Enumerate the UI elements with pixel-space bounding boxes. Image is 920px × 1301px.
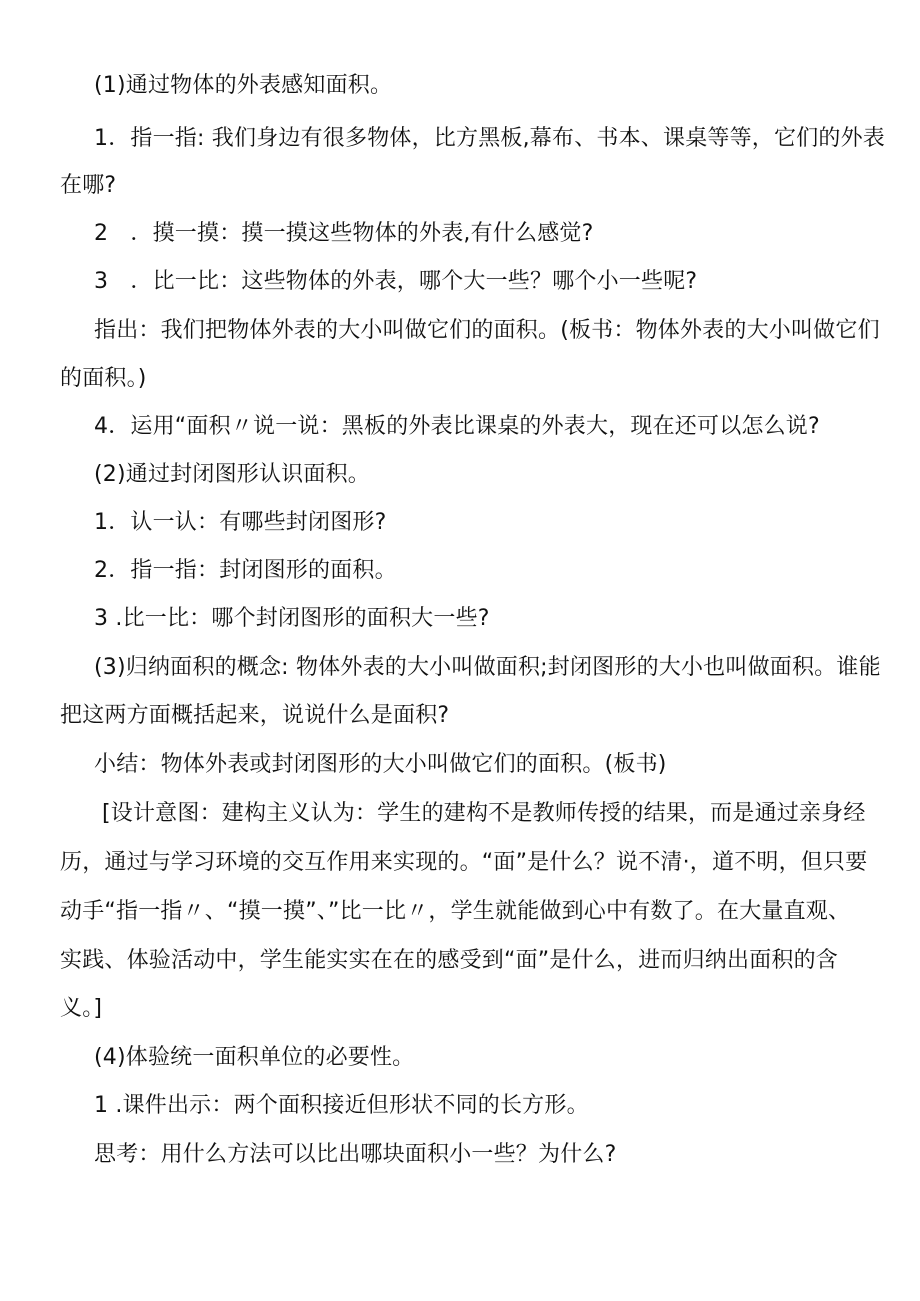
point-out-text-cont: 的面积。) xyxy=(60,366,147,391)
section-3-text: (3)归纳面积的概念: 物体外表的大小叫做面积;封闭图形的大小也叫做面积。谁能 xyxy=(94,655,881,680)
section-4-step-1: 1 .课件出示：两个面积接近但形状不同的长方形。 xyxy=(94,1093,589,1118)
summary-text: 小结：物体外表或封闭图形的大小叫做它们的面积。(板书) xyxy=(94,752,667,777)
section-4-heading: (4)体验统一面积单位的必要性。 xyxy=(94,1045,415,1070)
design-intent-text-2: 历，通过与学习环境的交互作用来实现的。“面”是什么？说不清·，道不明，但只要 xyxy=(60,850,868,875)
section-2-heading: (2)通过封闭图形认识面积。 xyxy=(94,462,370,487)
step-4-apply-text: 4．运用“面积〃说一说：黑板的外表比课桌的外表大，现在还可以怎么说? xyxy=(94,414,820,439)
step-2-touch-text: 2 ．摸一摸：摸一摸这些物体的外表,有什么感觉? xyxy=(94,221,594,246)
section-2-step-1: 1．认一认：有哪些封闭图形? xyxy=(94,510,387,535)
section-2-step-2: 2．指一指：封闭图形的面积。 xyxy=(94,558,397,583)
section-2-step-3: 3 .比一比：哪个封闭图形的面积大一些? xyxy=(94,606,490,631)
design-intent-text-4: 实践、体验活动中，学生能实实在在的感受到“面”是什么，进而归纳出面积的含 xyxy=(60,948,838,973)
design-intent-text-5: 义。] xyxy=(60,996,103,1021)
step-1-point-text-cont: 在哪? xyxy=(60,173,117,198)
design-intent-text-3: 动手“指一指〃、“摸一摸”、”比一比〃，学生就能做到心中有数了。在大量直观、 xyxy=(60,899,851,924)
design-intent-text: [设计意图：建构主义认为：学生的建构不是教师传授的结果，而是通过亲身经 xyxy=(102,801,866,826)
point-out-text: 指出：我们把物体外表的大小叫做它们的面积。(板书：物体外表的大小叫做它们 xyxy=(94,318,880,343)
section-3-text-cont: 把这两方面概括起来，说说什么是面积? xyxy=(60,703,450,728)
step-3-compare-text: 3 ．比一比：这些物体的外表，哪个大一些？哪个小一些呢? xyxy=(94,269,698,294)
step-1-point-text: 1．指一指: 我们身边有很多物体，比方黑板,幕布、书本、课桌等等，它们的外表 xyxy=(94,126,885,151)
think-question-text: 思考：用什么方法可以比出哪块面积小一些？为什么? xyxy=(94,1142,617,1167)
section-1-heading: (1)通过物体的外表感知面积。 xyxy=(94,73,393,98)
